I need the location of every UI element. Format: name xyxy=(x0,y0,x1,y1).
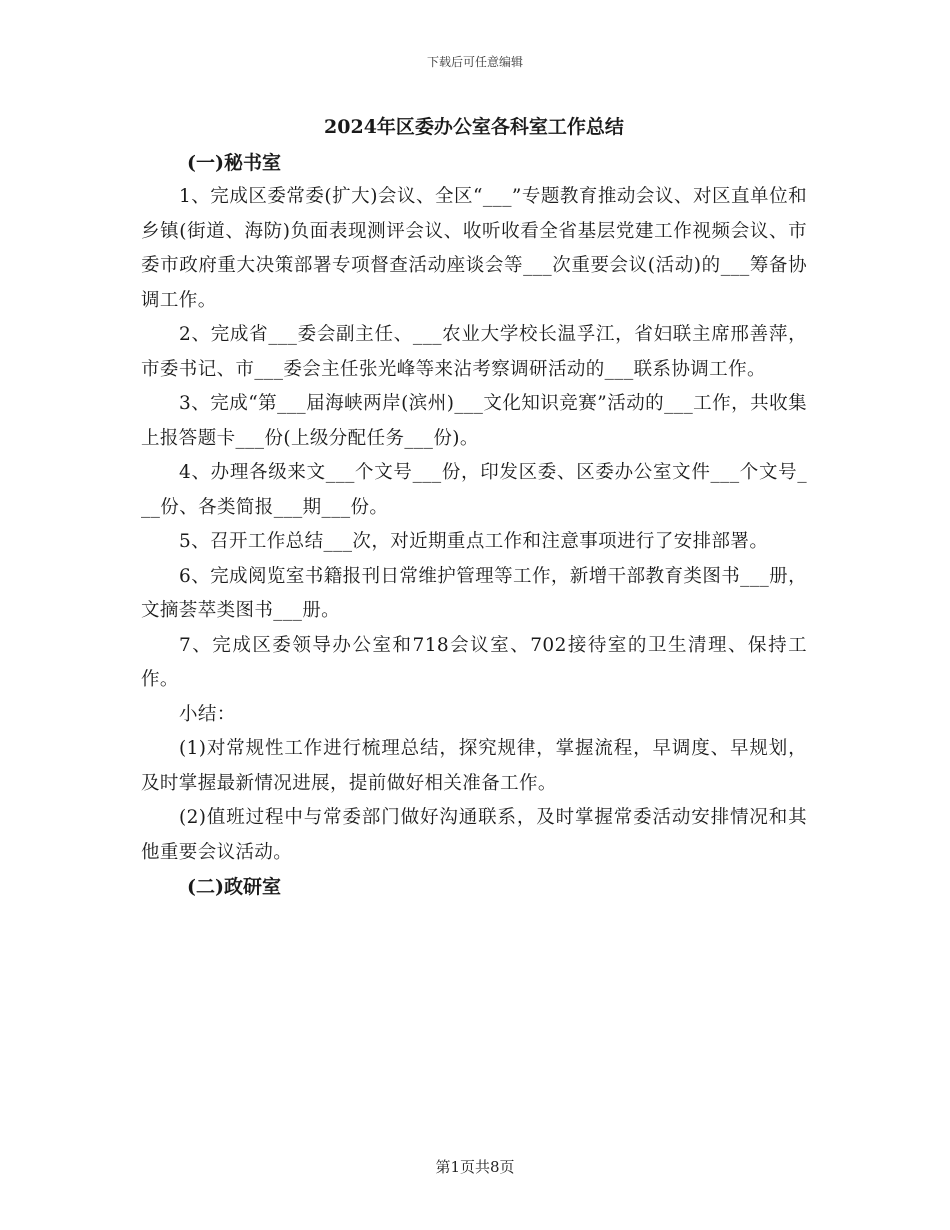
summary-item-2: (2)值班过程中与常委部门做好沟通联系，及时掌握常委活动安排情况和其他重要会议活动。 xyxy=(141,807,807,863)
document-body xyxy=(141,112,807,904)
work-item-1: 1、完成区委常委(扩大)会议、全区“___”专题教育推动会议、对区直单位和乡镇(街道、海防)负面表现测评会议、收听收看全省基层党建工作视频会议、市委市政府重大决策部署专项督查活动座谈会等___次重要会议(活动)的___筹备协调工作。 xyxy=(141,186,807,311)
page-number-footer: 第1页共8页 xyxy=(435,1158,515,1176)
work-item-6: 6、完成阅览室书籍报刊日常维护管理等工作，新增干部教育类图书___册，文摘荟萃类图书___册。 xyxy=(141,565,807,621)
summary-label: 小结： xyxy=(179,703,236,725)
section-heading-secretariat: (一)秘书室 xyxy=(187,152,281,174)
work-item-5: 5、召开工作总结___次，对近期重点工作和注意事项进行了安排部署。 xyxy=(179,531,769,552)
work-item-4: 4、办理各级来文___个文号___份，印发区委、区委办公室文件___个文号___份、各类简报___期___份。 xyxy=(141,462,807,518)
work-item-7: 7、完成区委领导办公室和718会议室、702接待室的卫生清理、保持工作。 xyxy=(141,634,807,690)
summary-item-1: (1)对常规性工作进行梳理总结，探究规律，掌握流程，早调度、早规划，及时掌握最新情况进展，提前做好相关准备工作。 xyxy=(141,738,807,794)
page-header-note: 下载后可任意编辑 xyxy=(426,55,523,69)
section-heading-policy-research: (二)政研室 xyxy=(187,876,281,898)
work-item-3: 3、完成“第___届海峡两岸(滨州)___文化知识竞赛”活动的___工作，共收集上报答题卡___份(上级分配任务___份)。 xyxy=(141,393,807,449)
document-title: 2024年区委办公室各科室工作总结 xyxy=(324,116,624,138)
work-item-2: 2、完成省___委会副主任、___农业大学校长温孚江，省妇联主席邢善萍，市委书记、市___委会主任张光峰等来沾考察调研活动的___联系协调工作。 xyxy=(141,324,807,380)
